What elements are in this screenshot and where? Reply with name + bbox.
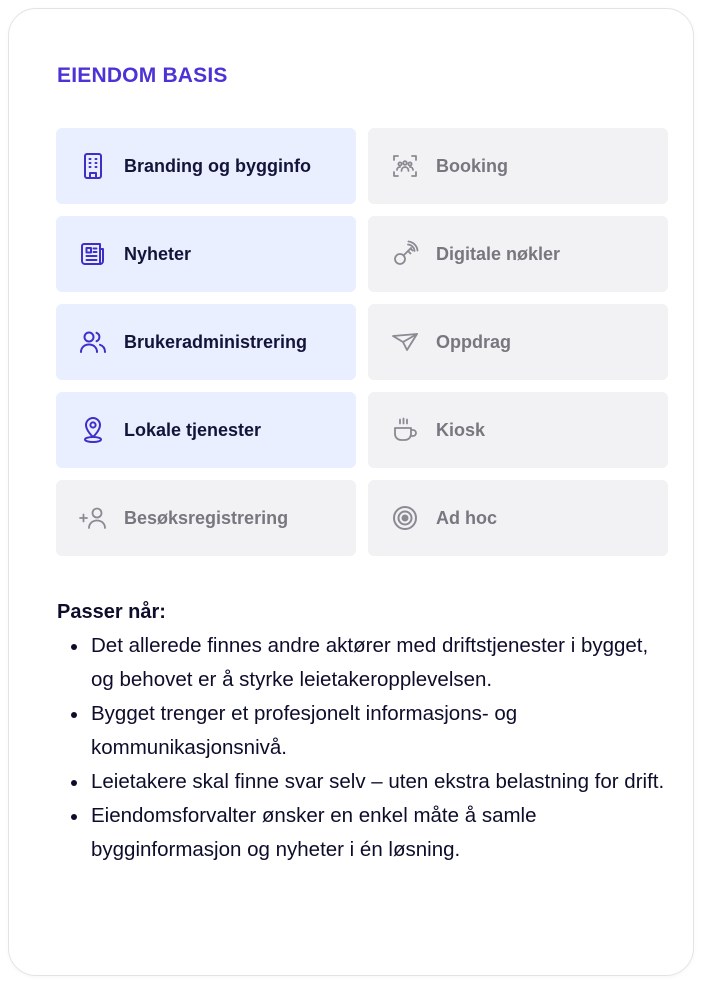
- module-label: Brukeradministrering: [124, 331, 308, 352]
- module-ad-hoc[interactable]: [368, 480, 668, 556]
- list-item: Det allerede finnes andre aktører med driftstjenester i bygget, og behovet er å styrke leietakeropplevelsen.: [67, 629, 667, 697]
- module-kiosk[interactable]: [368, 392, 668, 468]
- module-label: Besøksregistrering: [124, 507, 289, 528]
- passer-list: [67, 629, 667, 867]
- module-digitale-nokler[interactable]: [368, 216, 668, 292]
- passer-heading: Passer når:: [57, 601, 166, 623]
- module-lokale-tjenester[interactable]: [56, 392, 356, 468]
- module-label: Ad hoc: [436, 507, 497, 528]
- module-nyheter[interactable]: [56, 216, 356, 292]
- module-label: Digitale nøkler: [436, 243, 561, 264]
- coffee-cup-icon: [390, 415, 420, 445]
- module-label: Lokale tjenester: [124, 419, 262, 440]
- location-pin-icon: [78, 415, 108, 445]
- module-label: Oppdrag: [436, 331, 511, 352]
- add-user-icon: [78, 503, 108, 533]
- module-grid: [56, 128, 668, 556]
- digital-key-icon: [390, 239, 420, 269]
- module-oppdrag[interactable]: [368, 304, 668, 380]
- module-branding[interactable]: [56, 128, 356, 204]
- module-label: Booking: [436, 155, 508, 176]
- users-icon: [78, 327, 108, 357]
- module-label: Nyheter: [124, 243, 192, 264]
- booking-group-icon: [390, 151, 420, 181]
- target-icon: [390, 503, 420, 533]
- list-item: Eiendomsforvalter ønsker en enkel måte å samle bygginformasjon og nyheter i én løsning.: [67, 799, 667, 867]
- package-title: EIENDOM BASIS: [57, 64, 228, 87]
- newspaper-icon: [78, 239, 108, 269]
- list-item: Leietakere skal finne svar selv – uten ekstra belastning for drift.: [67, 765, 667, 799]
- module-brukeradministrering[interactable]: [56, 304, 356, 380]
- module-booking[interactable]: [368, 128, 668, 204]
- module-besoksregistrering[interactable]: [56, 480, 356, 556]
- package-card: [8, 8, 694, 976]
- module-label: Kiosk: [436, 419, 486, 440]
- building-icon: [78, 151, 108, 181]
- module-label: Branding og bygginfo: [124, 155, 311, 176]
- paper-plane-icon: [390, 327, 420, 357]
- list-item: Bygget trenger et profesjonelt informasjons- og kommunikasjonsnivå.: [67, 697, 667, 765]
